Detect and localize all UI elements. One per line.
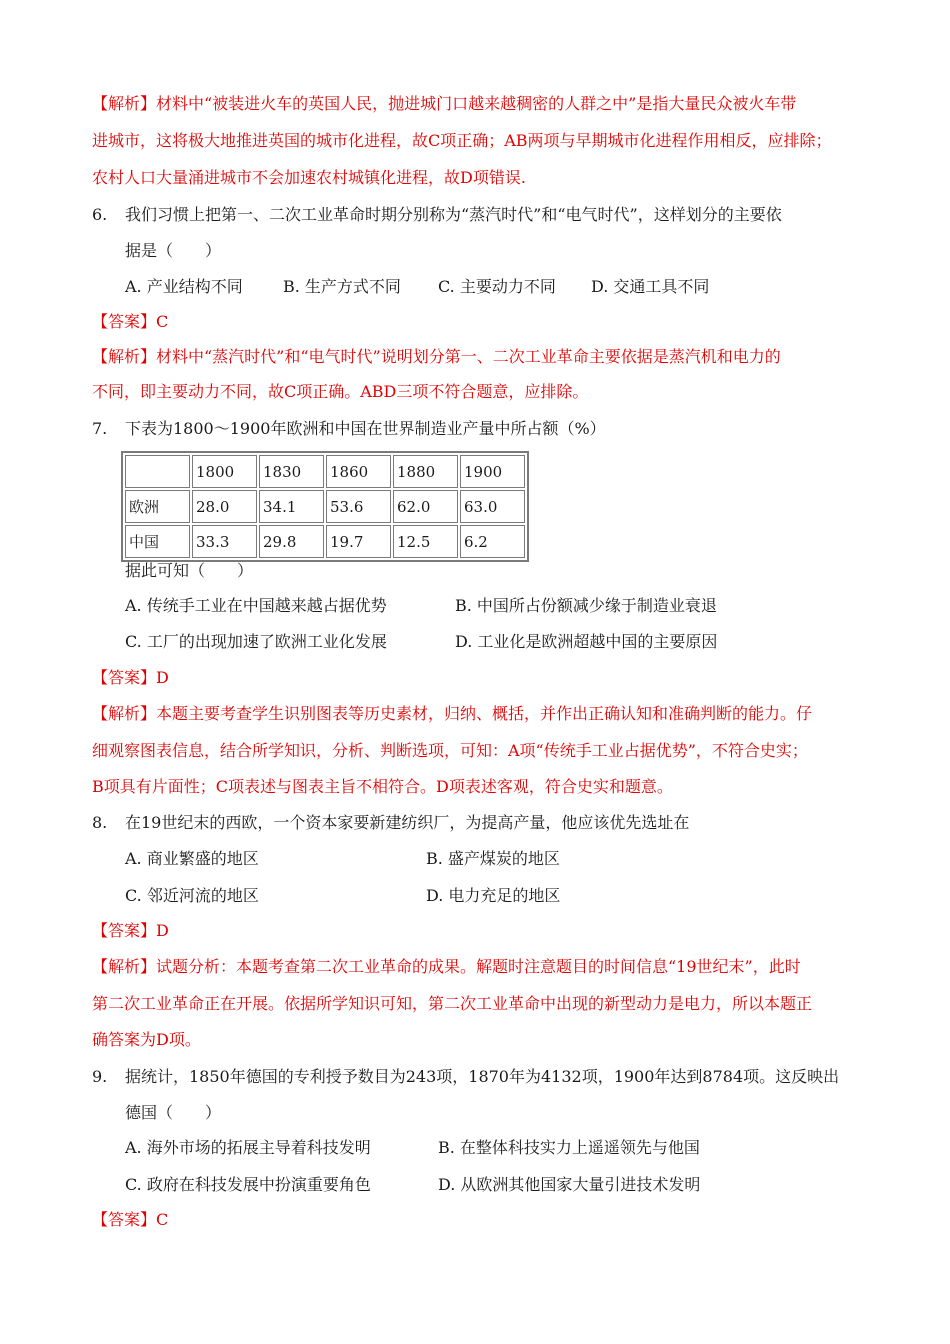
question-8-analysis-line-3: 确答案为D项。	[92, 1030, 201, 1049]
table-cell: 1860	[326, 455, 391, 488]
question-8-stem: 在19世纪末的西欧，一个资本家要新建纺织厂，为提高产量，他应该优先选址在	[125, 813, 690, 832]
table-cell: 12.5	[393, 525, 458, 558]
question-9-answer: 【答案】C	[92, 1210, 169, 1229]
question-7-analysis-line-3: B项具有片面性；C项表述与图表主旨不相符合。D项表述客观，符合史实和题意。	[92, 777, 673, 796]
table-cell: 1800	[192, 455, 257, 488]
question-6-analysis-line-2: 不同，即主要动力不同，故C项正确。ABD三项不符合题意，应排除。	[92, 382, 589, 401]
table-cell: 29.8	[259, 525, 324, 558]
analysis-5-line-1: 【解析】材料中“被装进火车的英国人民，抛进城门口越来越稠密的人群之中”是指大量民众被火车带	[92, 94, 797, 113]
table-cell: 34.1	[259, 490, 324, 523]
question-7-stem: 下表为1800～1900年欧洲和中国在世界制造业产量中所占额（%）	[125, 419, 606, 438]
question-8-option-b: B. 盛产煤炭的地区	[426, 849, 560, 868]
question-9-option-b: B. 在整体科技实力上遥遥领先与他国	[438, 1138, 700, 1157]
table-cell: 53.6	[326, 490, 391, 523]
question-7-option-c: C. 工厂的出现加速了欧洲工业化发展	[125, 632, 387, 651]
question-9-stem-line-2: 德国（ ）	[125, 1103, 222, 1122]
question-7-option-d: D. 工业化是欧洲超越中国的主要原因	[455, 632, 718, 651]
question-9-number: 9.	[92, 1067, 108, 1086]
question-9-option-d: D. 从欧洲其他国家大量引进技术发明	[438, 1175, 701, 1194]
question-7-number: 7.	[92, 419, 108, 438]
analysis-5-line-2: 进城市，这将极大地推进英国的城市化进程，故C项正确；AB两项与早期城市化进程作用相反，应排除；	[92, 131, 832, 150]
table-cell: 28.0	[192, 490, 257, 523]
question-9-stem-line-1: 据统计，1850年德国的专利授予数目为243项，1870年为4132项，1900年达到8784项。这反映出	[125, 1067, 840, 1086]
question-8-option-c: C. 邻近河流的地区	[125, 886, 259, 905]
table-cell: 1830	[259, 455, 324, 488]
table-cell: 6.2	[460, 525, 525, 558]
table-cell: 中国	[125, 525, 190, 558]
question-8-answer: 【答案】D	[92, 921, 169, 940]
question-7-answer: 【答案】D	[92, 668, 169, 687]
table-cell: 欧洲	[125, 490, 190, 523]
question-8-option-d: D. 电力充足的地区	[426, 886, 561, 905]
question-7-option-b: B. 中国所占份额减少缘于制造业衰退	[455, 596, 717, 615]
question-8-number: 8.	[92, 813, 108, 832]
question-6-option-d: D. 交通工具不同	[591, 277, 710, 296]
question-6-number: 6.	[92, 205, 108, 224]
table-row	[125, 490, 525, 523]
table-cell: 63.0	[460, 490, 525, 523]
question-9-option-c: C. 政府在科技发展中扮演重要角色	[125, 1175, 371, 1194]
table-header-row	[125, 455, 525, 488]
question-6-option-b: B. 生产方式不同	[283, 277, 401, 296]
question-8-analysis-line-2: 第二次工业革命正在开展。依据所学知识可知，第二次工业革命中出现的新型动力是电力，所以本题正	[92, 994, 813, 1013]
question-9-option-a: A. 海外市场的拓展主导着科技发明	[125, 1138, 371, 1157]
question-6-answer: 【答案】C	[92, 312, 169, 331]
question-6-analysis-line-1: 【解析】材料中“蒸汽时代”和“电气时代”说明划分第一、二次工业革命主要依据是蒸汽机和电力的	[92, 347, 781, 366]
question-8-analysis-line-1: 【解析】试题分析：本题考查第二次工业革命的成果。解题时注意题目的时间信息“19世纪末”，此时	[92, 957, 801, 976]
table-cell: 62.0	[393, 490, 458, 523]
table-cell: 33.3	[192, 525, 257, 558]
question-8-option-a: A. 商业繁盛的地区	[125, 849, 259, 868]
table-cell: 19.7	[326, 525, 391, 558]
manufacturing-share-table	[121, 451, 529, 562]
question-7-option-a: A. 传统手工业在中国越来越占据优势	[125, 596, 387, 615]
question-6-option-a: A. 产业结构不同	[125, 277, 243, 296]
table-cell: 1880	[393, 455, 458, 488]
question-7-analysis-line-2: 细观察图表信息，结合所学知识，分析、判断选项，可知：A项“传统手工业占据优势”，不符合史实；	[92, 741, 808, 760]
table-cell: 1900	[460, 455, 525, 488]
question-7-prompt: 据此可知（ ）	[125, 561, 254, 580]
question-6-stem-line-2: 据是（ ）	[125, 241, 222, 260]
analysis-5-line-3: 农村人口大量涌进城市不会加速农村城镇化进程，故D项错误.	[92, 168, 526, 187]
question-6-stem-line-1: 我们习惯上把第一、二次工业革命时期分别称为“蒸汽时代”和“电气时代”，这样划分的主要依	[125, 205, 782, 224]
question-7-analysis-line-1: 【解析】本题主要考查学生识别图表等历史素材，归纳、概括，并作出正确认知和准确判断的能力。仔	[92, 704, 813, 723]
table-row	[125, 525, 525, 558]
table-cell	[125, 455, 190, 488]
question-6-option-c: C. 主要动力不同	[438, 277, 556, 296]
